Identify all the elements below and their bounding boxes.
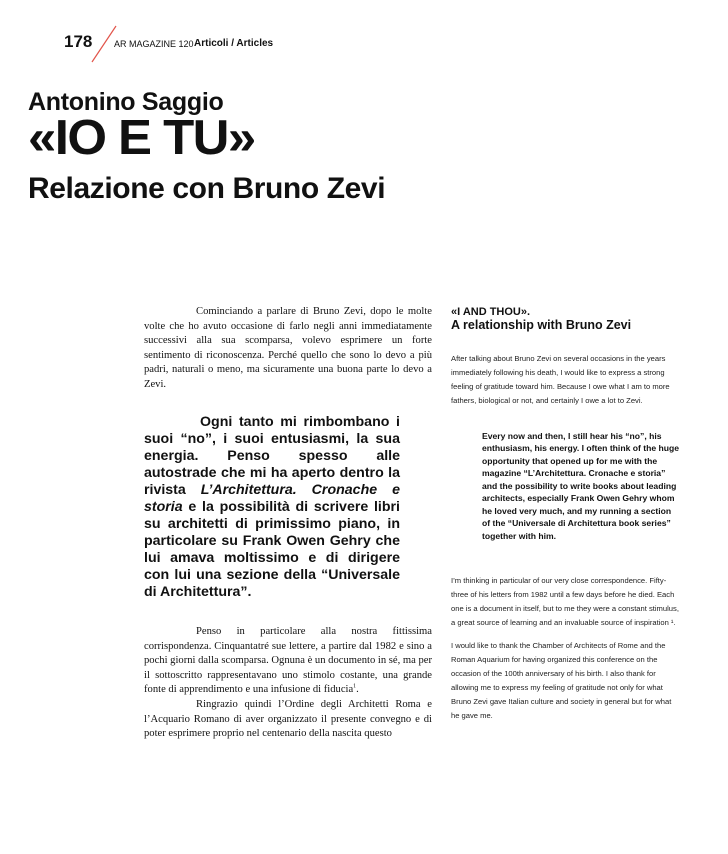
italian-intro-paragraph: Cominciando a parlare di Bruno Zevi, dopo le molte volte che ho avuto occasione di farlo negli anni immediatamente successivi alla sua scomparsa, volevo esprimere un forte sentimento di riconoscenza. Perché quello che sono lo devo a più padri, naturali o meno, ma sicuramente una buona parte lo devo a Zevi.	[144, 306, 432, 391]
article-subtitle: Relazione con Bruno Zevi	[28, 172, 386, 205]
english-title-block	[451, 307, 631, 332]
magazine-name: AR MAGAZINE 120	[114, 39, 194, 49]
english-body-paragraph: I’m thinking in particular of our very close correspondence. Fifty-three of his letters from 1982 until a few days before he died. Each one is a document in itself, but to me they were a constant stimulus, a great source of learning and an invaluable source of inspiration ¹.	[451, 576, 679, 628]
italian-quote-text: Ogni tanto mi rimbombano i suoi “no”, i suoi entusiasmi, la sua energia. Penso spesso alle autostrade che mi ha aperto dentro la rivista	[144, 414, 400, 499]
italian-pull-quote	[144, 414, 400, 601]
footnote-marker: 1	[353, 683, 357, 690]
english-subtitle: A relationship with Bruno Zevi	[451, 317, 632, 332]
italian-body-text-end: .	[356, 684, 359, 696]
english-title: «I AND THOU».	[451, 306, 531, 318]
english-body-paragraph: I would like to thank the Chamber of Architects of Rome and the Roman Aquarium for having organized this conference on the occasion of the 100th anniversary of his birth. I also thank for allowing me to express my feeling of gratitude not only for what Bruno Zevi gave Italian culture and society in general but for what he gave me.	[451, 641, 672, 721]
english-body	[451, 574, 679, 732]
italian-quote-magazine-title: L’Architettura. Cronache e storia	[144, 482, 400, 516]
italian-quote-text-end: e la possibilità di scrivere libri su architetti di primissimo piano, in particolare su Frank Owen Gehry che lui amava moltissimo e di dirigere con lui una sezione della “Universale di Architettura”.	[144, 499, 400, 601]
italian-body-text: Penso in particolare alla nostra fittissima corrispondenza. Cinquantatré sue lettere, a partire dal 1982 e sino a pochi giorni dalla scomparsa. Ognuna è un documento in sé, ma per il sottoscritto rappresentavano uno stimolo costante, una grande fonte di apprendimento e una infusione di fiducia	[144, 626, 433, 696]
italian-body-paragraph: Ringrazio quindi l’Ordine degli Architetti Roma e l’Acquario Romano di aver organizzato il presente convegno e di poter esprimere proprio nel centenario della nascita questo	[144, 699, 432, 740]
page-number: 178	[64, 32, 93, 51]
author-name: Antonino Saggio	[28, 88, 224, 116]
italian-body	[144, 625, 432, 742]
english-pull-quote: Every now and then, I still hear his “no”, his enthusiasm, his energy. I often think of the huge opportunity that opened up for me with the magazine “L’Architettura. Cronache e storia” and the possibility to write books about leading architects, especially Frank Owen Gehry whom he loved very much, and my running a section of the “Universale di Architettura book series” together with him.	[482, 431, 680, 541]
italian-body-paragraph	[144, 625, 432, 698]
section-name: Articoli / Articles	[194, 38, 274, 49]
english-intro-paragraph: After talking about Bruno Zevi on several occasions in the years immediately following his death, I would like to express a strong feeling of gratitude toward him. Because I owe what I am to more fathers, biological or not, and certainly I owe a lot to Zevi.	[451, 354, 670, 406]
article-title: «IO E TU»	[28, 111, 255, 165]
